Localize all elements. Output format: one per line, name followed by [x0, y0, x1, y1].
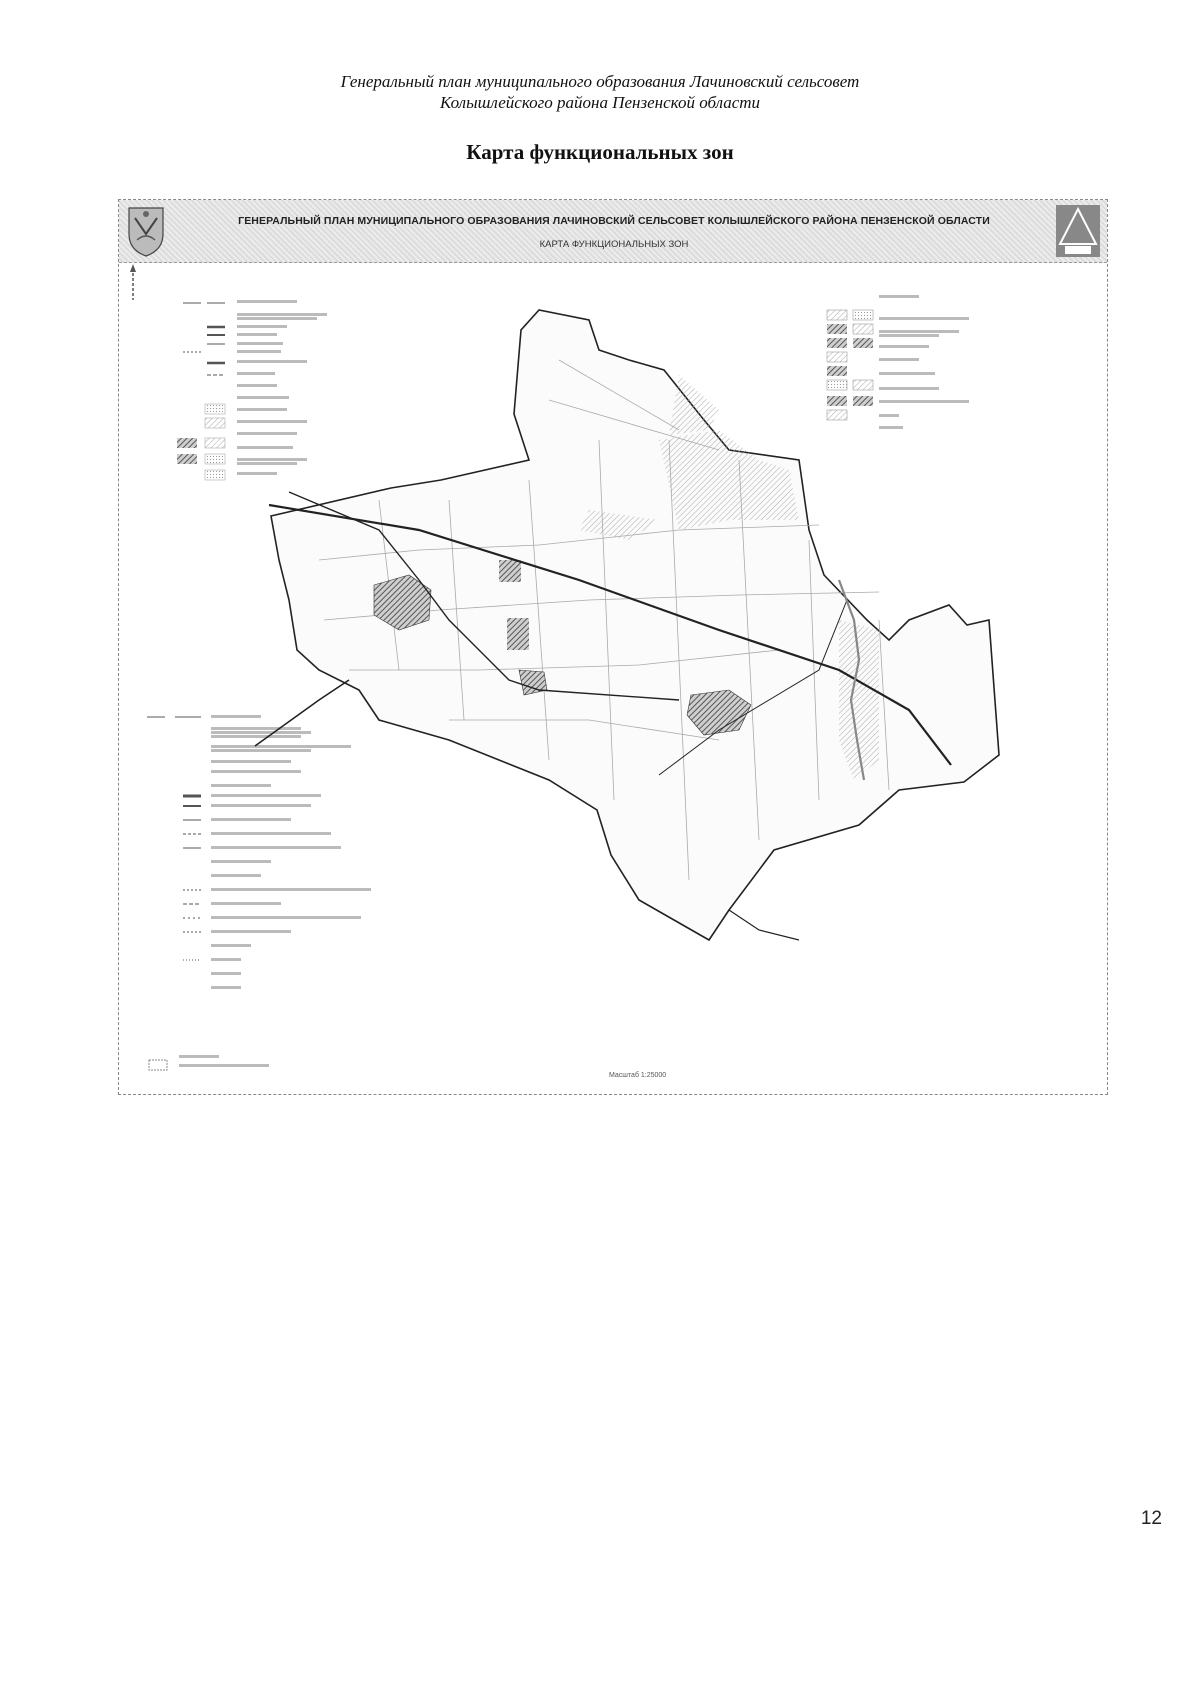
functional-zones-map [118, 199, 1108, 1095]
map-scale: Масштаб 1:25000 [609, 1072, 667, 1079]
map-banner-title: ГЕНЕРАЛЬНЫЙ ПЛАН МУНИЦИПАЛЬНОГО ОБРАЗОВАНИЯ ЛАЧИНОВСКИЙ СЕЛЬСОВЕТ КОЛЫШЛЕЙСКОГО РАЙОНА ПЕНЗЕНСКОЙ ОБЛАСТИ [238, 215, 990, 227]
map-drawing [119, 200, 1107, 1094]
legend-left-bottom [147, 715, 371, 1070]
document-header-line-2: Колышлейского района Пензенской области [439, 93, 761, 112]
map-banner-subtitle: КАРТА ФУНКЦИОНАЛЬНЫХ ЗОН [539, 239, 689, 250]
document-header-line-1: Генеральный план муниципального образования Лачиновский сельсовет [340, 72, 860, 91]
legend-right [827, 295, 969, 429]
north-arrow-icon [130, 264, 136, 300]
page-number: 12 [1140, 1508, 1162, 1529]
legend-left-top [177, 300, 327, 480]
document-title: Карта функциональных зон [466, 140, 734, 164]
